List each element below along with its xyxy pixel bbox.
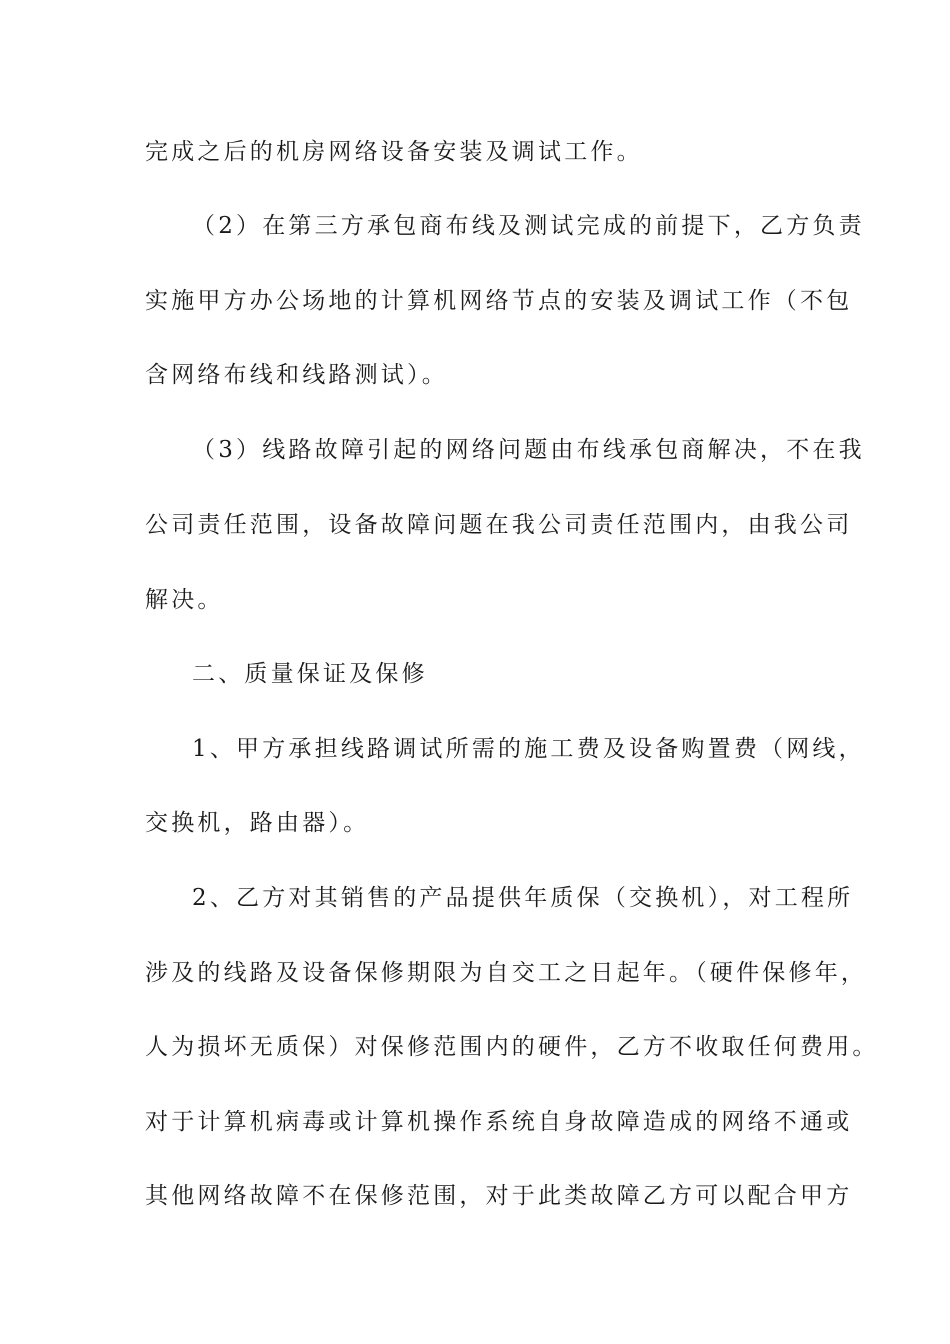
paragraph-item-3-start: （3）线路故障引起的网络问题由布线承包商解决，不在我	[192, 437, 865, 463]
text-line: 解决。	[145, 587, 224, 613]
text-line: 实施甲方办公场地的计算机网络节点的安装及调试工作（不包	[145, 288, 853, 314]
text-line: 交换机，路由器）。	[145, 810, 370, 836]
paragraph-item-2-start: （2）在第三方承包商布线及测试完成的前提下，乙方负责	[192, 213, 865, 239]
text-line: 人为损坏无质保）对保修范围内的硬件，乙方不收取任何费用。	[145, 1034, 879, 1060]
text-line: 含网络布线和线路测试）。	[145, 362, 448, 388]
section-heading: 二、质量保证及保修	[192, 661, 428, 687]
paragraph-clause-2-start: 2、乙方对其销售的产品提供年质保（交换机），对工程所	[192, 885, 854, 911]
text-line: 完成之后的机房网络设备安装及调试工作。	[145, 139, 643, 165]
paragraph-clause-1-start: 1、甲方承担线路调试所需的施工费及设备购置费（网线，	[192, 736, 865, 762]
text-line: 涉及的线路及设备保修期限为自交工之日起年。（硬件保修年，	[145, 960, 868, 986]
text-line: 其他网络故障不在保修范围，对于此类故障乙方可以配合甲方	[145, 1183, 853, 1209]
text-line: 公司责任范围，设备故障问题在我公司责任范围内，由我公司	[145, 512, 853, 538]
text-line: 对于计算机病毒或计算机操作系统自身故障造成的网络不通或	[145, 1109, 853, 1135]
